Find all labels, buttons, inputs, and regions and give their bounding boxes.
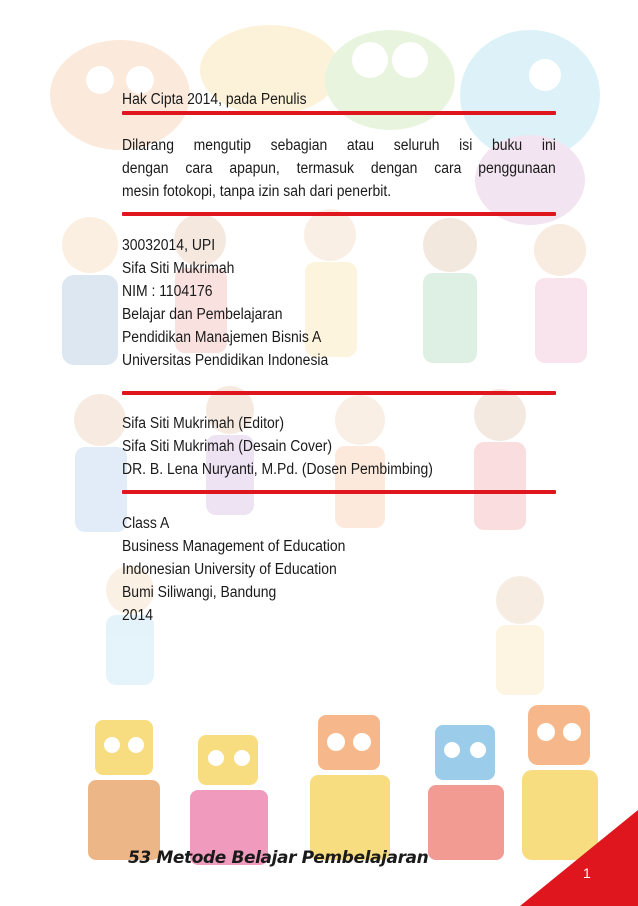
notice-line: dengan cara apapun, termasuk dengan cara penggunaan: [122, 160, 556, 177]
notice-block: [122, 134, 556, 203]
rule-3: [122, 391, 556, 395]
class-line: Business Management of Education: [122, 538, 346, 555]
identity-line: 30032014, UPI: [122, 237, 216, 254]
class-block: [122, 512, 556, 627]
credit-line: Sifa Siti Mukrimah (Editor): [122, 415, 285, 432]
credit-line: DR. B. Lena Nuryanti, M.Pd. (Dosen Pembimbing): [122, 461, 433, 478]
identity-line: Pendidikan Manajemen Bisnis A: [122, 329, 322, 346]
identity-line: Universitas Pendidikan Indonesia: [122, 352, 329, 369]
class-line: Indonesian University of Education: [122, 561, 337, 578]
identity-block: [122, 234, 556, 372]
class-line: Bumi Siliwangi, Bandung: [122, 584, 277, 601]
rule-2: [122, 212, 556, 216]
class-line: Class A: [122, 515, 170, 532]
rule-1: [122, 111, 556, 115]
notice-line: mesin fotokopi, tanpa izin sah dari penerbit.: [122, 183, 392, 200]
copyright-block: [122, 88, 556, 111]
credit-line: Sifa Siti Mukrimah (Desain Cover): [122, 438, 333, 455]
footer-book-title: 53 Metode Belajar Pembelajaran: [128, 848, 429, 868]
identity-line: Belajar dan Pembelajaran: [122, 306, 283, 323]
credits-block: [122, 412, 556, 481]
copyright-line: Hak Cipta 2014, pada Penulis: [122, 91, 307, 108]
notice-line: Dilarang mengutip sebagian atau seluruh isi buku ini: [122, 137, 556, 154]
identity-line: Sifa Siti Mukrimah: [122, 260, 235, 277]
page-number: 1: [583, 865, 591, 881]
rule-4: [122, 490, 556, 494]
identity-line: NIM : 1104176: [122, 283, 213, 300]
class-line: 2014: [122, 607, 154, 624]
